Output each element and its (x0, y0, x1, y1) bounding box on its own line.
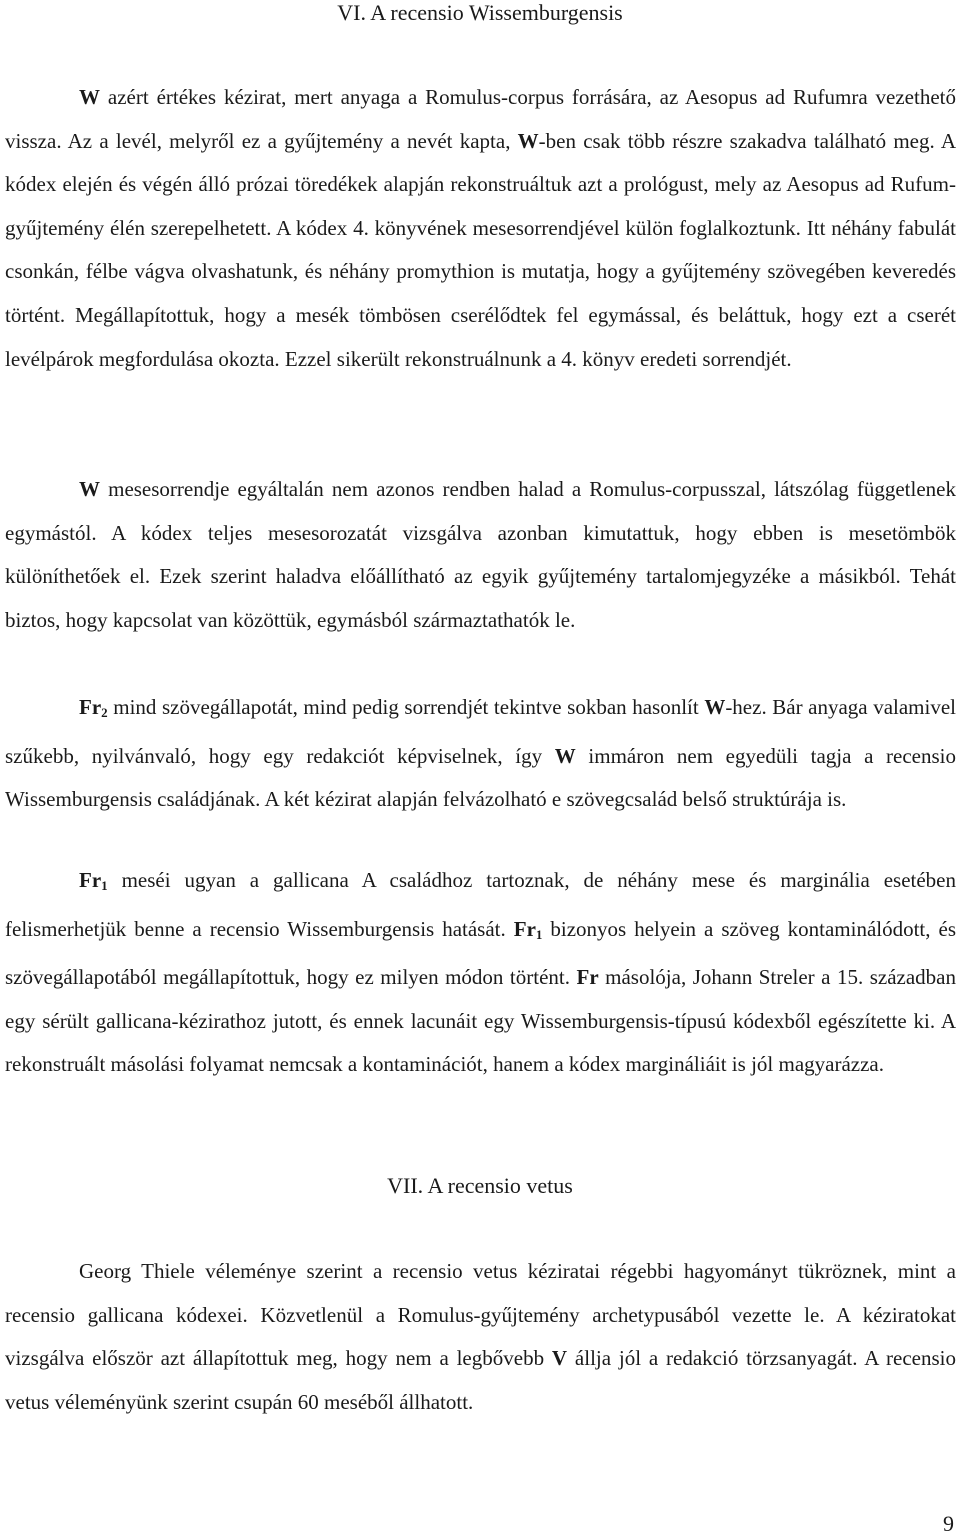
paragraph-text: immáron nem egyedüli tagja a recensio Wissemburgensis családjának. A két kézirat alapján felvázolható e szövegcsalád belső struktúrája is. (5, 743, 956, 812)
paragraph (5, 686, 956, 822)
siglum-fr: Fr (79, 868, 102, 892)
siglum-fr: Fr (513, 916, 536, 941)
siglum-w: W (554, 743, 576, 768)
paragraph (5, 468, 956, 642)
siglum-v: V (551, 1346, 568, 1371)
siglum-subscript: 1 (101, 878, 108, 893)
paragraph-text: mesesorrendje egyáltalán nem azonos rendben halad a Romulus-corpusszal, látszólag függetlenek egymástól. A kódex teljes mesesorozatát vizsgálva azonban kimutattuk, hogy ebben is mesetömbök különíthetőek el. Ezek szerint haladva előállítható az egyik gyűjtemény tartalomjegyzéke a másikból. Tehát biztos, hogy kapcsolat van közöttük, egymásból származtathatók le. (5, 477, 956, 632)
page-number: 9 (943, 1511, 954, 1536)
section-heading: VI. A recensio Wissemburgensis (337, 0, 623, 25)
paragraph-text: -ben csak több részre szakadva található meg. A kódex elején és végén álló prózai töredékek alapján rekonstruáltuk azt a prológust, mely az Aesopus ad Rufum-gyűjtemény élén szerepelhetett. A kódex 4. könyvének mesesorrendjével külön foglalkoztunk. Itt néhány fabulát csonkán, félbe vágva olvashatunk, és néhány promythion is mutatja, hogy a gyűjtemény szövegében keveredés történt. Megállapítottuk, hogy a mesék tömbösen cserélődtek fel egymással, és beláttuk, hogy ezt a cserét levélpárok megfordulása okozta. Ezzel sikerült rekonstruálnunk a 4. könyv eredeti sorrendjét. (5, 128, 956, 371)
siglum-w: W (79, 85, 100, 109)
siglum-fr: Fr (79, 695, 102, 719)
paragraph (5, 76, 956, 381)
paragraph-text: meséi ugyan a gallicana A családhoz tartoznak, de néhány mese és marginália esetében felismerhetjük benne a recensio Wissemburgensis hatását. (5, 868, 956, 941)
section-heading: VII. A recensio vetus (387, 1173, 573, 1198)
paragraph (5, 1250, 956, 1424)
siglum-subscript: 2 (101, 705, 108, 720)
siglum-w: W (79, 477, 100, 501)
siglum-subscript: 1 (535, 926, 543, 942)
paragraph-text: azért értékes kézirat, mert anyaga a Romulus-corpus forrására, az Aesopus ad Rufumra vezethető vissza. Az a levél, melyről ez a gyűjtemény a nevét kapta, (5, 85, 956, 153)
siglum-w: W (517, 128, 539, 153)
paragraph-text: bizonyos helyein a szöveg kontaminálódott, és szövegállapotából megállapítottuk, hogy ez milyen módon történt. (5, 916, 956, 990)
paragraph (5, 859, 956, 1087)
paragraph-text: mind szövegállapotát, mind pedig sorrendjét tekintve sokban hasonlít (107, 695, 705, 719)
siglum-fr: Fr (576, 965, 599, 990)
siglum-w: W (704, 695, 726, 719)
paragraph-text: állja jól a redakció törzsanyagát. A recensio vetus véleményünk szerint csupán 60 meséből állhatott. (5, 1346, 956, 1414)
paragraph-text: -hez. Bár anyaga valamivel szűkebb, nyilvánvaló, hogy egy redakciót képviselnek, így (5, 695, 957, 768)
paragraph-text: másolója, Johann Streler a 15. században egy sérült gallicana-kézirathoz jutott, és ennek lacunáit egy Wissemburgensis-típusú kódexből egészítette ki. A rekonstruált másolási folyamat nemcsak a kontaminációt, hanem a kódex margináliáit is jól magyarázza. (5, 965, 956, 1077)
paragraph-text: Georg Thiele véleménye szerint a recensio vetus kéziratai régebbi hagyományt tükröznek, mint a recensio gallicana kódexei. Közvetlenül a Romulus-gyűjtemény archetypusából vezette le. A kéziratokat vizsgálva először azt állapítottuk meg, hogy nem a legbővebb (5, 1259, 956, 1371)
